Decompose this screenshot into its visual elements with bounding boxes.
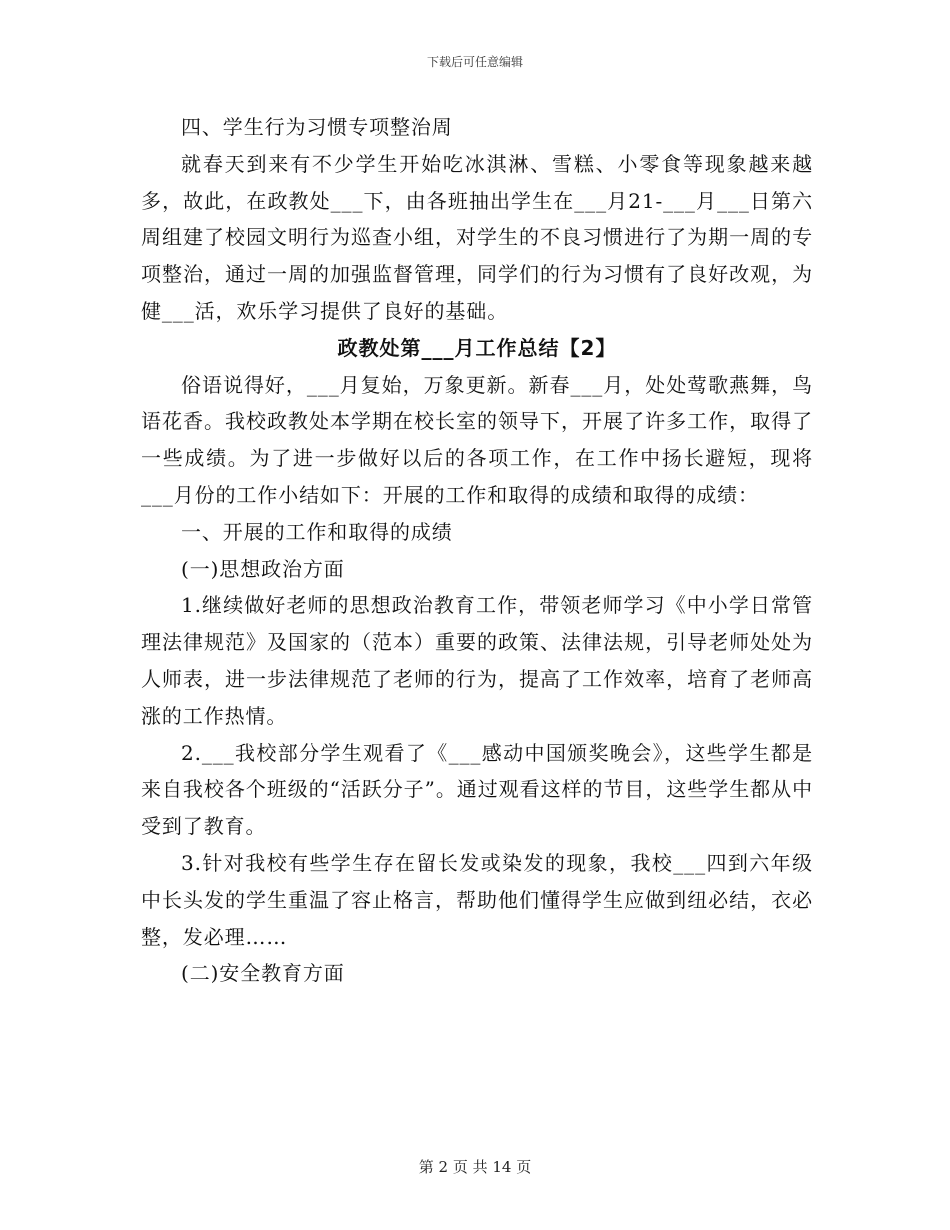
document-title: 政教处第___月工作总结【2】 xyxy=(337,335,617,360)
document-body xyxy=(141,109,813,992)
page-footer: 第 2 页 共 14 页 xyxy=(418,1158,532,1176)
section-heading-achievements: 一、开展的工作和取得的成绩 xyxy=(181,519,453,544)
subsection-heading-ideology: (一)思想政治方面 xyxy=(181,556,345,581)
subsection-heading-safety: (二)安全教育方面 xyxy=(181,961,345,986)
page-header: 下载后可任意编辑 xyxy=(426,55,523,69)
list-item-2: 2.___我校部分学生观看了《___感动中国颁奖晚会》，这些学生都是来自我校各个班级的“活跃分子”。通过观看这样的节目，这些学生都从中受到了教育。 xyxy=(141,740,813,839)
list-item-3: 3.针对我校有些学生存在留长发或染发的现象，我校___四到六年级中长头发的学生重温了容止格言，帮助他们懂得学生应做到纽必结，衣必整，发必理…… xyxy=(141,850,813,949)
paragraph-behavior-week: 就春天到来有不少学生开始吃冰淇淋、雪糕、小零食等现象越来越多，故此，在政教处___下，由各班抽出学生在___月21-___月___日第六周组建了校园文明行为巡查小组，对学生的不良习惯进行了为期一周的专项整治，通过一周的加强监督管理，同学们的行为习惯有了良好改观，为健___活，欢乐学习提供了良好的基础。 xyxy=(141,151,813,323)
paragraph-intro: 俗语说得好，___月复始，万象更新。新春___月，处处莺歌燕舞，鸟语花香。我校政教处本学期在校长室的领导下，开展了许多工作，取得了一些成绩。为了进一步做好以后的各项工作，在工作中扬长避短，现将___月份的工作小结如下：开展的工作和取得的成绩和取得的成绩： xyxy=(141,372,813,507)
section-heading-behavior-week: 四、学生行为习惯专项整治周 xyxy=(181,115,453,139)
list-item-1: 1.继续做好老师的思想政治教育工作，带领老师学习《中小学日常管理法律规范》及国家的（范本）重要的政策、法律法规，引导老师处处为人师表，进一步法律规范了老师的行为，提高了工作效率，培育了老师高涨的工作热情。 xyxy=(141,593,813,728)
